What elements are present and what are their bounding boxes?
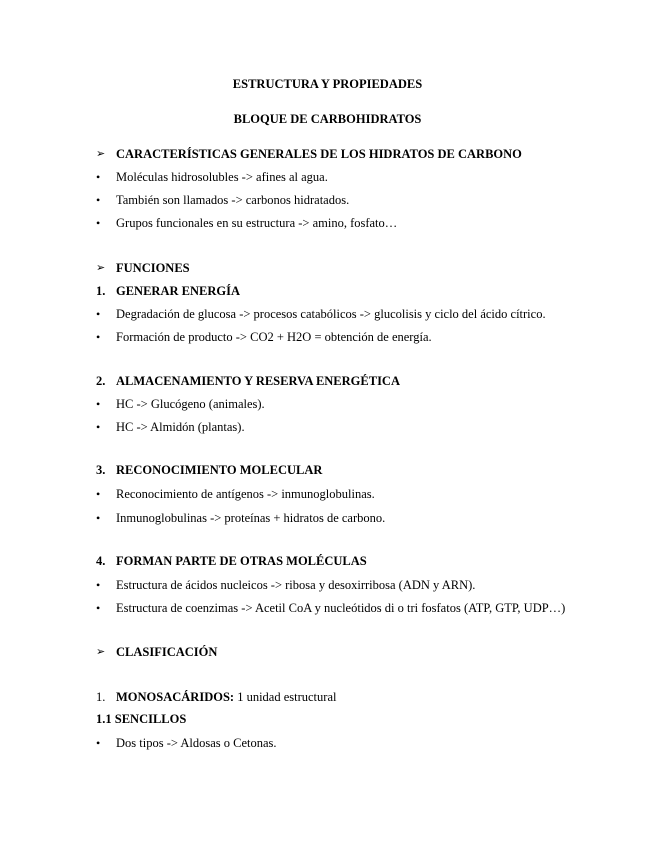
document-page: ESTRUCTURA Y PROPIEDADES BLOQUE DE CARBOHIDRATOS ➢ CARACTERÍSTICAS GENERALES DE LOS HIDRATOS DE CARBONO • Moléculas hidrosolubles -> afines al agua. • También son llamados -> carbonos hidratados. • Grupos funcionales en su estructura -> amino, fosfato… ➢ FUNCIONES 1. GENERAR ENERGÍA • Degradación de glucosa -> procesos catabólicos -> glucolisis y ciclo del ácido cítrico. • Formación de producto -> CO2 + H2O = obtención de energía. 2. ALMACENAMIENTO Y RESERVA ENERGÉTICA • HC -> Glucógeno (animales). • HC -> Almidón (plantas). 3. RECONOCIMIENTO MOLECULAR • Reconocimiento de antígenos -> inmunoglobulinas. • Inmunoglobulinas -> proteínas + hidratos de carbono. 4. FORMAN PARTE DE OTRAS MOLÉCULAS • Estructura de ácidos nucleicos -> ribosa y desoxirribosa (ADN y ARN). • Estructura de coenzimas -> Acetil CoA y nucleótidos di o tri fosfatos (ATP, GTP, UDP…) ➢ CLASIFICACIÓN 1. MONOSACÁRIDOS: 1 unidad estructural 1.1 SENCILLOS • Dos tipos -> Aldosas o Cetonas.: [0, 0, 655, 848]
bullet-icon: •: [96, 578, 101, 592]
arrow-bullet-icon: ➢: [96, 262, 106, 274]
bullet-icon: •: [96, 193, 101, 207]
sencillos-heading: 1.1 SENCILLOS: [96, 712, 187, 726]
arrow-bullet-icon: ➢: [96, 646, 106, 658]
bullet-icon: •: [96, 397, 101, 411]
bullet-icon: •: [96, 170, 101, 184]
bullet-icon: •: [96, 601, 101, 615]
bullet-icon: •: [96, 736, 101, 750]
bullet-icon: •: [96, 330, 101, 344]
bullet-icon: •: [96, 487, 101, 501]
bullet-icon: •: [96, 420, 101, 434]
document-subtitle: BLOQUE DE CARBOHIDRATOS: [233, 112, 422, 126]
bullet-icon: •: [96, 216, 101, 230]
bullet-icon: •: [96, 307, 101, 321]
arrow-bullet-icon: ➢: [96, 148, 106, 160]
bullet-icon: •: [96, 511, 101, 525]
document-title: ESTRUCTURA Y PROPIEDADES: [232, 77, 423, 91]
